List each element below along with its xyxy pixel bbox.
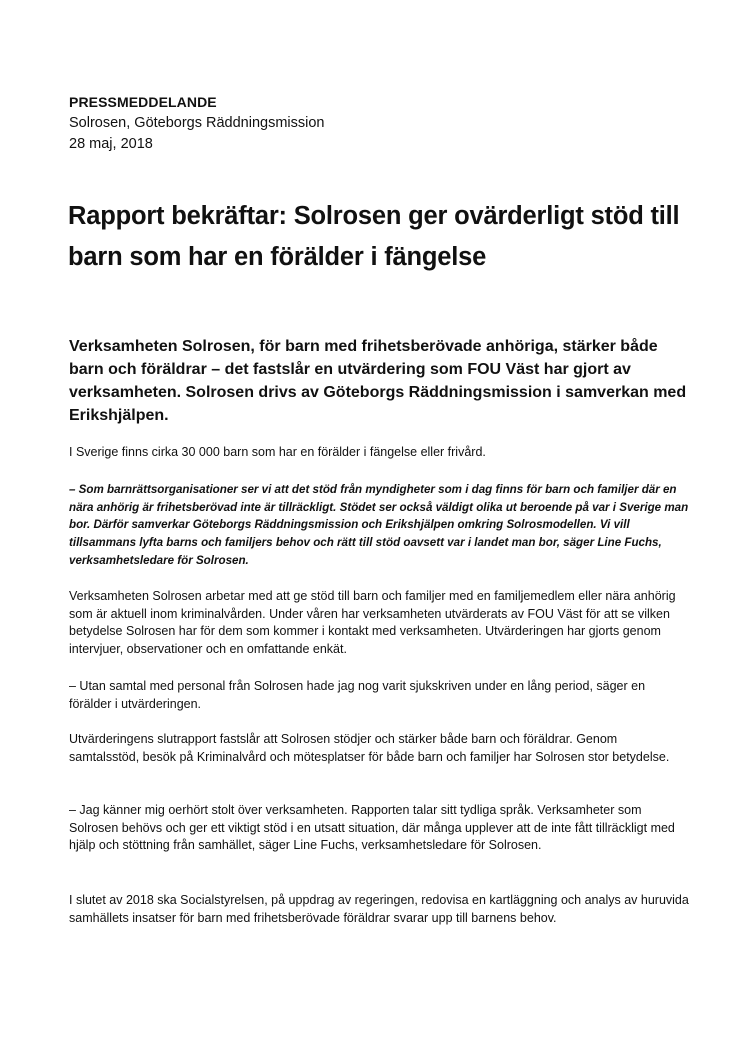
document-type-label: PRESSMEDDELANDE [69, 94, 217, 110]
press-header [69, 92, 689, 155]
body-paragraph-1: I Sverige finns cirka 30 000 barn som har en förälder i fängelse eller frivård. [69, 445, 486, 459]
body-paragraph-4: I slutet av 2018 ska Socialstyrelsen, på uppdrag av regeringen, redovisa en kartläggning och analys av huruvida samhällets insatser för barn med frihetsberövade föräldrar svarar upp till barnens behov. [69, 893, 689, 925]
page-title: Rapport bekräftar: Solrosen ger ovärderligt stöd till barn som har en förälder i fängelse [68, 202, 680, 271]
body-paragraph-2: Verksamheten Solrosen arbetar med att ge stöd till barn och familjer med en familjemedlem eller nära anhörig som är aktuell inom kriminalvården. Under våren har verksamheten utvärderats av FOU Väst för att se vilken betydelse Solrosen har för dem som kommer i kontakt med verksamheten. Utvärderingen har gjorts genom intervjuer, observationer och en omfattande enkät. [69, 589, 676, 657]
organization-name: Solrosen, Göteborgs Räddningsmission [69, 115, 325, 131]
quote-paragraph-2: – Utan samtal med personal från Solrosen hade jag nog varit sjukskriven under en lång period, säger en förälder i utvärderingen. [69, 679, 646, 711]
body-paragraph-3: Utvärderingens slutrapport fastslår att Solrosen stödjer och stärker både barn och föräldrar. Genom samtalsstöd, besök på Kriminalvård och mötesplatser för både barn och familjer har Solrosen stor betydelse. [69, 732, 670, 764]
quote-paragraph-1: – Som barnrättsorganisationer ser vi att det stöd från myndigheter som i dag finns för barn och familjer där en nära anhörig är frihetsberövad inte är tillräckligt. Stödet ser också väldigt olika ut beroende på var i Sverige man bor. Därför samverkar Göteborgs Räddningsmission och Erikshjälpen omkring Solrosmodellen. Vi vill tillsammans lyfta barns och familjers behov och rätt till stöd oavsett var i landet man bor, säger Line Fuchs, verksamhetsledare för Solrosen. [69, 483, 689, 567]
lead-paragraph: Verksamheten Solrosen, för barn med frihetsberövade anhöriga, stärker både barn och föräldrar – det fastslår en utvärdering som FOU Väst har gjort av verksamheten. Solrosen drivs av Göteborgs Räddningsmission i samverkan med Erikshjälpen. [69, 338, 687, 424]
release-date: 28 maj, 2018 [69, 136, 153, 152]
quote-paragraph-3: – Jag känner mig oerhört stolt över verksamheten. Rapporten talar sitt tydliga språk. Verksamheter som Solrosen behövs och ger ett viktigt stöd i en utsatt situation, där många upplever att de inte fått tillräckligt med hjälp och stöttning från samhället, säger Line Fuchs, verksamhetsledare för Solrosen. [69, 803, 675, 853]
